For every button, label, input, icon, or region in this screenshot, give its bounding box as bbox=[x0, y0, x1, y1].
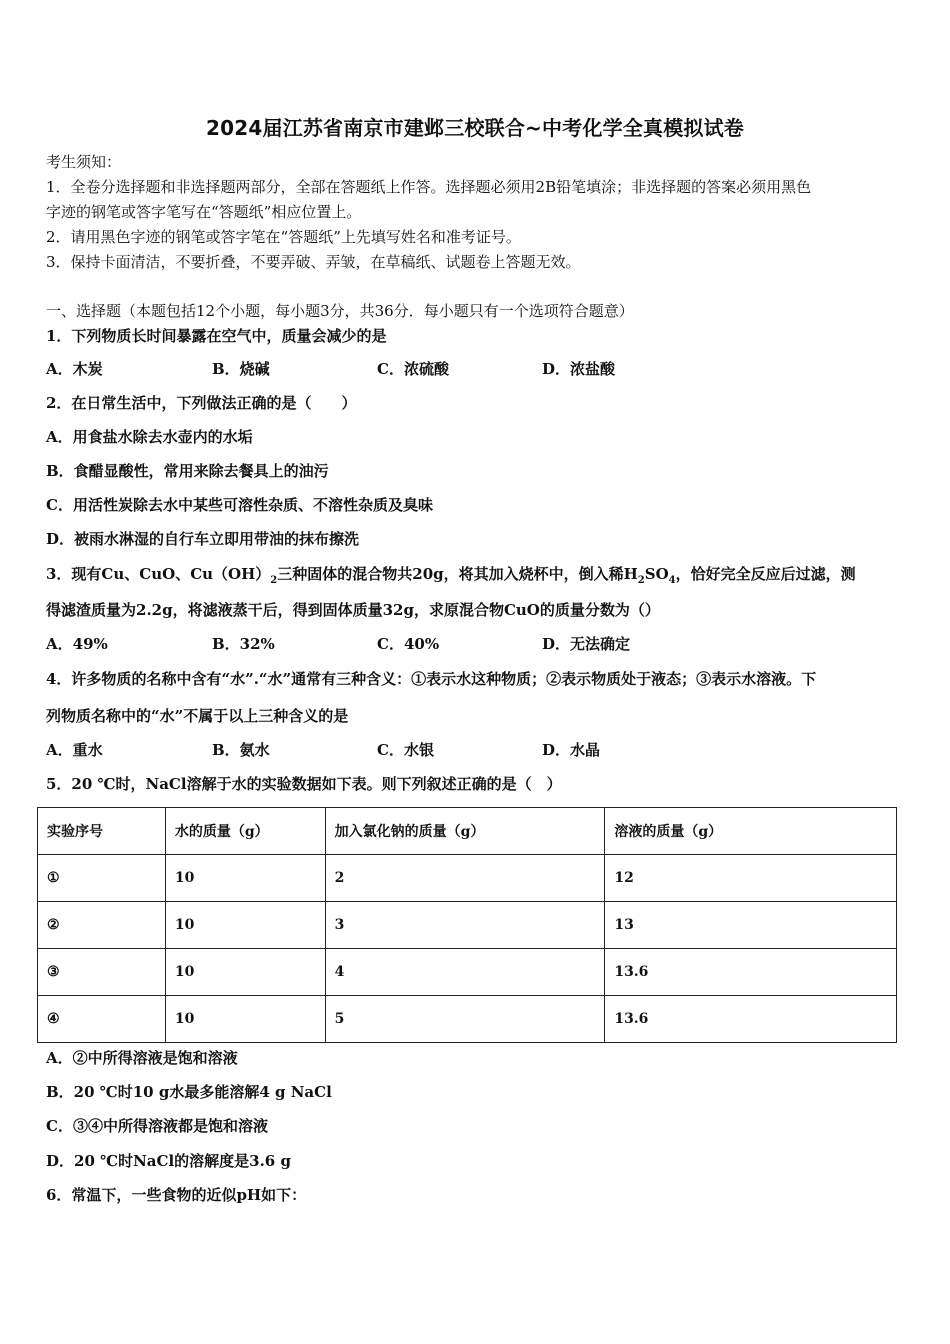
q5-stem: 5．20 ℃时，NaCl溶解于水的实验数据如下表。则下列叙述正确的是（ ） bbox=[46, 775, 562, 793]
table-header-cell: 实验序号 bbox=[38, 808, 166, 855]
table-header-row bbox=[38, 808, 897, 855]
q1-option-d: D．浓盐酸 bbox=[542, 360, 616, 378]
q4-option-d: D．水晶 bbox=[542, 741, 601, 759]
table-cell: 10 bbox=[165, 855, 325, 902]
table-cell: 3 bbox=[325, 902, 605, 949]
notice-heading: 考生须知： bbox=[46, 153, 122, 171]
q2-option-b: B．食醋显酸性，常用来除去餐具上的油污 bbox=[46, 462, 329, 480]
q2-option-d: D．被雨水淋湿的自行车立即用带油的抹布擦洗 bbox=[46, 530, 360, 548]
q2-option-c: C．用活性炭除去水中某些可溶性杂质、不溶性杂质及臭味 bbox=[46, 496, 433, 514]
q5-option-b: B．20 ℃时10 g水最多能溶解4 g NaCl bbox=[46, 1083, 332, 1101]
page-title: 2024届江苏省南京市建邺三校联合~中考化学全真模拟试卷 bbox=[205, 116, 745, 140]
q3-stem-line2: 得滤渣质量为2.2g，将滤液蒸干后，得到固体质量32g，求原混合物CuO的质量分数为（） bbox=[46, 601, 660, 619]
table-row bbox=[38, 902, 897, 949]
table-cell: ③ bbox=[38, 949, 166, 996]
q5-option-a: A．②中所得溶液是饱和溶液 bbox=[46, 1049, 238, 1067]
table-cell: 10 bbox=[165, 996, 325, 1043]
q1-stem: 1．下列物质长时间暴露在空气中，质量会减少的是 bbox=[46, 327, 387, 345]
notice-item-1-cont: 字迹的钢笔或答字笔写在“答题纸”相应位置上。 bbox=[46, 203, 362, 221]
table-row bbox=[38, 996, 897, 1043]
table-cell: ④ bbox=[38, 996, 166, 1043]
table-cell: 10 bbox=[165, 949, 325, 996]
q5-option-d: D．20 ℃时NaCl的溶解度是3.6 g bbox=[46, 1152, 291, 1170]
table-cell: 12 bbox=[605, 855, 897, 902]
q3-option-c: C．40% bbox=[377, 635, 440, 653]
table-header-cell: 溶液的质量（g） bbox=[605, 808, 897, 855]
q6-stem: 6．常温下，一些食物的近似pH如下： bbox=[46, 1186, 307, 1204]
q4-stem-line2: 列物质名称中的“水”不属于以上三种含义的是 bbox=[46, 707, 349, 725]
table-header-cell: 加入氯化钠的质量（g） bbox=[325, 808, 605, 855]
q1-option-c: C．浓硫酸 bbox=[377, 360, 449, 378]
notice-item-3: 3．保持卡面清洁，不要折叠，不要弄破、弄皱，在草稿纸、试题卷上答题无效。 bbox=[46, 253, 581, 271]
q3-stem-line1: 3．现有Cu、CuO、$Cu(OH)_2$三种固体的混合物共20g，将其加入烧杯中，倒入稀$H_2SO_4$，恰好完全反应后过滤，测 bbox=[46, 565, 856, 586]
table-cell: 4 bbox=[325, 949, 605, 996]
notice-item-2: 2．请用黑色字迹的钢笔或答字笔在“答题纸”上先填写姓名和准考证号。 bbox=[46, 228, 521, 246]
table-cell: ① bbox=[38, 855, 166, 902]
q1-option-b: B．烧碱 bbox=[212, 360, 270, 378]
notice-item-1: 1．全卷分选择题和非选择题两部分，全部在答题纸上作答。选择题必须用2B铅笔填涂；非选择题的答案必须用黑色 bbox=[46, 178, 812, 196]
table-header-cell: 水的质量（g） bbox=[165, 808, 325, 855]
section-heading: 一、选择题（本题包括12个小题，每小题3分，共36分．每小题只有一个选项符合题意） bbox=[46, 302, 634, 320]
q3-option-a: A．49% bbox=[46, 635, 108, 653]
table-cell: ② bbox=[38, 902, 166, 949]
table-cell: 10 bbox=[165, 902, 325, 949]
q2-option-a: A．用食盐水除去水壶内的水垢 bbox=[46, 428, 253, 446]
q1-option-a: A．木炭 bbox=[46, 360, 103, 378]
table-cell: 13.6 bbox=[605, 949, 897, 996]
q4-stem-line1: 4．许多物质的名称中含有“水”.“水”通常有三种含义：①表示水这种物质；②表示物质处于液态；③表示水溶液。下 bbox=[46, 670, 817, 688]
q3-option-b: B．32% bbox=[212, 635, 275, 653]
table-cell: 13.6 bbox=[605, 996, 897, 1043]
q5-option-c: C．③④中所得溶液都是饱和溶液 bbox=[46, 1117, 268, 1135]
q4-option-b: B．氨水 bbox=[212, 741, 270, 759]
q4-option-a: A．重水 bbox=[46, 741, 103, 759]
q2-stem: 2．在日常生活中，下列做法正确的是（ ） bbox=[46, 394, 357, 412]
table-cell: 2 bbox=[325, 855, 605, 902]
table-row bbox=[38, 855, 897, 902]
q5-data-table bbox=[37, 807, 897, 1043]
q3-option-d: D．无法确定 bbox=[542, 635, 631, 653]
q4-option-c: C．水银 bbox=[377, 741, 434, 759]
table-cell: 13 bbox=[605, 902, 897, 949]
table-row bbox=[38, 949, 897, 996]
table-cell: 5 bbox=[325, 996, 605, 1043]
